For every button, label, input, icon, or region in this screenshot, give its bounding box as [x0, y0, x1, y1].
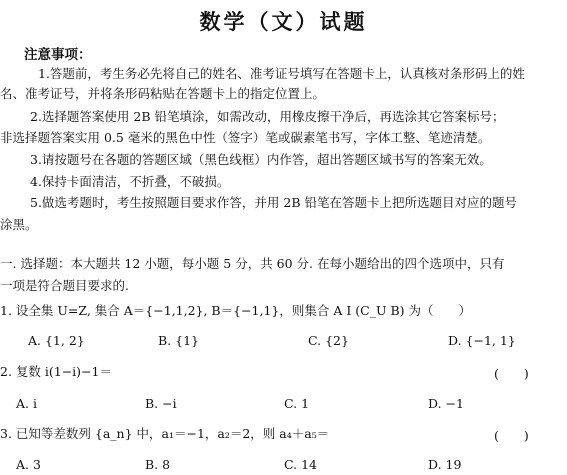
question-2-answer-bracket: ( ): [494, 366, 529, 381]
question-2-choice-b: B. −i: [145, 396, 177, 411]
question-3-answer-bracket: ( ): [494, 428, 529, 443]
question-2-choice-c: C. 1: [284, 396, 310, 411]
question-2-stem: 2. 复数 i(1−i)−1＝: [0, 364, 112, 379]
section-intro-line-1: 一. 选择题：本大题共 12 小题，每小题 5 分，共 60 分. 在每小题给出的四个选项中，只有: [0, 256, 505, 271]
notice-line-5: 5.做选考题时，考生按照题目要求作答，并用 2B 铅笔在答题卡上把所选题目对应的题号: [30, 195, 518, 210]
notice-line-5-cont: 涂黑。: [0, 217, 38, 232]
question-2-choice-a: A. i: [16, 396, 37, 411]
notice-line-4: 4.保持卡面清洁，不折叠，不破损。: [30, 174, 230, 189]
question-1-stem: 1. 设全集 U=Z, 集合 A＝{−1,1,2}, B＝{−1,1}，则集合 A I (C_U B) 为（ ）: [0, 303, 471, 318]
notice-line-1-cont: 名、准考证号，并将条形码粘贴在答题卡上的指定位置上。: [0, 86, 326, 101]
question-1-choice-c: C. {2}: [308, 333, 349, 348]
notice-line-2-cont: 非选择题答案实用 0.5 毫米的黑色中性（签字）笔或碳素笔书写，字体工整、笔迹清楚。: [0, 130, 491, 145]
notice-line-2: 2.选择题答案使用 2B 铅笔填涂，如需改动，用橡皮擦干净后，再选涂其它答案标号；: [30, 109, 505, 124]
notice-line-1: 1.答题前，考生务必先将自己的姓名、准考证号填写在答题卡上，认真核对条形码上的姓: [38, 66, 525, 81]
question-3-choice-a: A. 3: [16, 457, 41, 472]
question-2-choice-d: D. −1: [428, 396, 464, 411]
question-1-choice-a: A. {1, 2}: [28, 333, 85, 348]
question-3-choice-c: C. 14: [284, 457, 317, 472]
notice-line-3: 3.请按题号在各题的答题区域（黑色线框）内作答，超出答题区域书写的答案无效。: [30, 152, 492, 167]
question-3-choice-d: D. 19: [428, 457, 462, 472]
question-1-choice-b: B. {1}: [158, 333, 199, 348]
question-1-choice-d: D. {−1, 1}: [448, 333, 516, 348]
section-intro-line-2: 一项是符合题目要求的.: [0, 278, 129, 293]
question-3-choice-b: B. 8: [145, 457, 171, 472]
notice-heading: 注意事项：: [24, 47, 92, 63]
question-3-stem: 3. 已知等差数列 {a_n} 中，a₁＝−1，a₂＝2，则 a₄＋a₅＝: [0, 426, 330, 441]
page-title: 数学（文）试题: [199, 9, 368, 34]
